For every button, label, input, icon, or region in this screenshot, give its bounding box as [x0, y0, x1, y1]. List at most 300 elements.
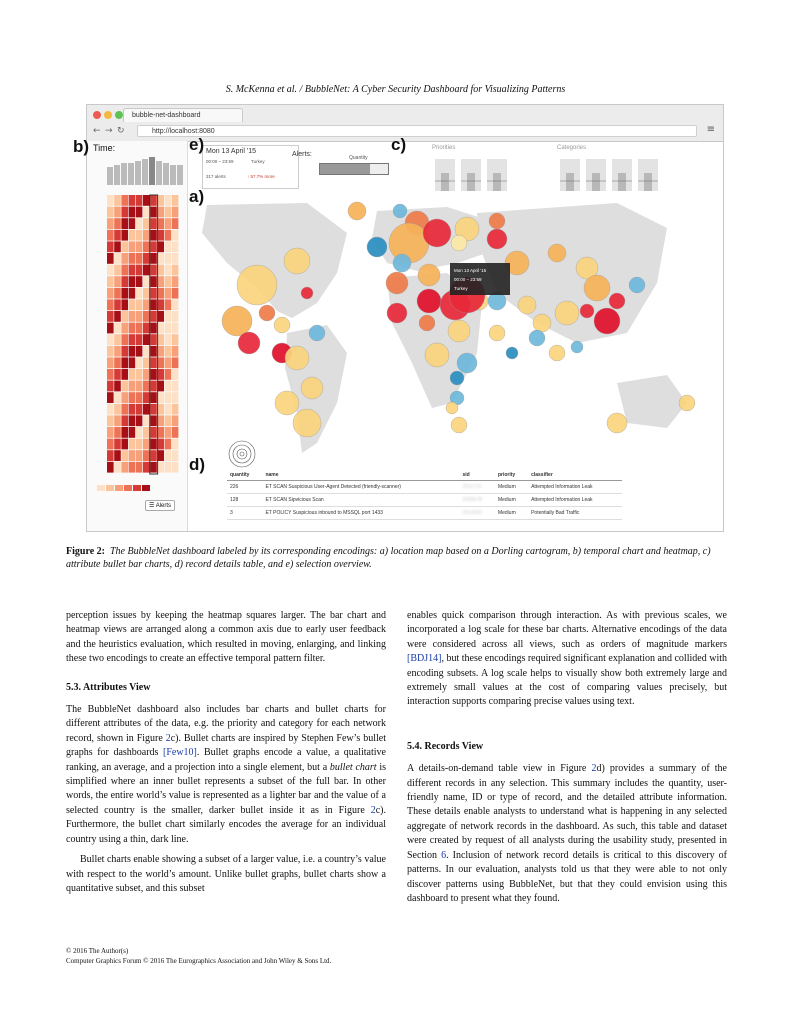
tooltip-date: Mon 13 April '15: [454, 268, 487, 273]
panel-label-e: e): [189, 135, 205, 154]
heatmap-cell: [143, 265, 150, 276]
heatmap-cell: [172, 404, 179, 415]
heatmap-cell: [129, 462, 136, 473]
page-footer: [66, 946, 331, 966]
heatmap-cell: [157, 230, 164, 241]
heatmap-cell: [114, 415, 121, 426]
country-bubble: [609, 293, 625, 309]
close-window-icon[interactable]: [93, 111, 101, 119]
heatmap-cell: [121, 357, 128, 368]
heatmap-cell: [157, 392, 164, 403]
temporal-bar: [107, 167, 113, 185]
heatmap-cell: [136, 427, 143, 438]
text-run: . Inclusion of network record details is critical to this discovery of patterns. In our evaluation, analysts told us that they were able to not only discover patterns using BubbleNet, but that they could envision using this dashboard to present what they found.: [407, 849, 727, 904]
heatmap-cell: [114, 439, 121, 450]
cell-name: ET POLICY Suspicious inbound to MSSQL port 1433: [262, 507, 459, 520]
country-bubble: [423, 219, 451, 247]
running-head: S. McKenna et al. / BubbleNet: A Cyber Security Dashboard for Visualizing Patterns: [225, 84, 566, 95]
cell-quantity: 226: [227, 481, 262, 494]
alerts-button-label: Alerts: [155, 503, 172, 509]
heatmap-cell: [143, 207, 150, 218]
heatmap-cell: [114, 253, 121, 264]
time-title: Time:: [93, 143, 116, 153]
caption-label: Figure 2:: [66, 546, 105, 557]
heatmap-cell: [136, 334, 143, 345]
heatmap-cell: [143, 427, 150, 438]
temporal-bar: [142, 159, 148, 185]
heatmap-cell: [121, 299, 128, 310]
heatmap-cell: [121, 265, 128, 276]
paragraph: [66, 703, 386, 847]
temporal-bar: [121, 163, 127, 185]
heatmap-cell: [143, 357, 150, 368]
heatmap-cell: [157, 415, 164, 426]
figure-2-screenshot: [73, 104, 724, 532]
cell-priority: Medium: [495, 481, 528, 494]
bullet-inner: [618, 173, 626, 191]
maximize-window-icon[interactable]: [115, 111, 123, 119]
heatmap-cell: [157, 450, 164, 461]
heatmap-cell: [121, 415, 128, 426]
cell-classifier: Attempted Information Leak: [528, 494, 622, 507]
heatmap-cell: [121, 276, 128, 287]
heatmap-cell: [114, 218, 121, 229]
heatmap-cell: [157, 253, 164, 264]
heatmap-cell: [136, 369, 143, 380]
country-bubble: [417, 289, 441, 313]
heatmap-cell: [172, 299, 179, 310]
heatmap-cell: [157, 218, 164, 229]
heatmap-cell: [136, 195, 143, 206]
country-bubble: [348, 202, 366, 220]
heatmap-cell: [165, 381, 172, 392]
browser-tab[interactable]: bubble-net-dashboard: [123, 108, 243, 122]
heatmap-cell: [107, 427, 114, 438]
heatmap-cell: [129, 450, 136, 461]
country-bubble: [301, 287, 313, 299]
heatmap-cell: [157, 439, 164, 450]
forward-arrow-icon[interactable]: →: [105, 126, 113, 136]
heatmap-cell: [143, 218, 150, 229]
bullet-inner: [566, 173, 574, 191]
reload-icon[interactable]: ↻: [117, 126, 125, 136]
address-bar[interactable]: http://localhost:8080: [137, 125, 697, 137]
country-bubble: [301, 377, 323, 399]
right-column: [407, 609, 727, 906]
cell-priority: Medium: [495, 507, 528, 520]
heatmap-cell: [157, 311, 164, 322]
heatmap-cell: [129, 439, 136, 450]
heatmap-cell: [129, 404, 136, 415]
heatmap-cell: [107, 381, 114, 392]
heatmap-cell: [129, 288, 136, 299]
heatmap-cell: [172, 381, 179, 392]
heatmap-cell: [129, 334, 136, 345]
heatmap-cell: [114, 450, 121, 461]
heatmap-cell: [150, 276, 157, 287]
heatmap-cell: [157, 207, 164, 218]
heatmap-cell: [136, 265, 143, 276]
records-table: [227, 470, 622, 530]
heatmap-cell: [114, 207, 121, 218]
heatmap-cell: [157, 265, 164, 276]
bullet-inner: [441, 173, 449, 191]
heatmap-cell: [114, 381, 121, 392]
table-row[interactable]: [227, 507, 622, 520]
country-bubble: [387, 303, 407, 323]
heatmap-cell: [165, 369, 172, 380]
table-row[interactable]: [227, 481, 622, 494]
heatmap-cell: [165, 207, 172, 218]
heatmap-cell: [165, 357, 172, 368]
country-bubble: [629, 277, 645, 293]
heatmap-cell: [107, 311, 114, 322]
country-bubble: [309, 325, 325, 341]
country-bubble: [451, 235, 467, 251]
heatmap-cell: [172, 276, 179, 287]
section-link[interactable]: 6: [441, 849, 447, 861]
country-bubble: [457, 353, 477, 373]
heatmap-cell: [157, 346, 164, 357]
heatmap-cell: [107, 323, 114, 334]
heatmap-cell: [129, 276, 136, 287]
heatmap-cell: [129, 323, 136, 334]
heatmap-cell: [136, 288, 143, 299]
heatmap-cell: [143, 253, 150, 264]
country-bubble: [222, 306, 252, 336]
cartogram-map[interactable]: [197, 193, 707, 473]
heatmap-cell: [121, 253, 128, 264]
heatmap-cell: [172, 450, 179, 461]
heatmap-cell: [107, 253, 114, 264]
tooltip-country: Turkey: [454, 286, 468, 291]
heatmap-cell: [150, 230, 157, 241]
figure-caption: [66, 545, 726, 571]
heatmap-cell: [121, 218, 128, 229]
heatmap-cell: [172, 253, 179, 264]
minimize-window-icon[interactable]: [104, 111, 112, 119]
list-icon: ☰: [149, 503, 156, 509]
heatmap-cell: [150, 415, 157, 426]
heatmap-cell: [172, 207, 179, 218]
heatmap-cell: [121, 462, 128, 473]
heatmap-cell: [172, 462, 179, 473]
heatmap-cell: [121, 311, 128, 322]
country-bubble: [448, 320, 470, 342]
heatmap-cell: [150, 265, 157, 276]
heatmap-cell: [165, 323, 172, 334]
paragraph: [407, 609, 727, 710]
heatmap-cell: [121, 288, 128, 299]
heatmap-cell: [150, 323, 157, 334]
heatmap-cell: [143, 392, 150, 403]
country-bubble: [389, 223, 429, 263]
col-priority[interactable]: priority: [495, 470, 528, 481]
temporal-bar: [163, 163, 169, 185]
alerts-button[interactable]: [145, 500, 175, 511]
heatmap-cell: [107, 230, 114, 241]
temporal-bar: [156, 161, 162, 185]
country-bubble: [555, 301, 579, 325]
heatmap-cell: [121, 404, 128, 415]
menu-icon[interactable]: ≡: [706, 124, 715, 135]
cell-sid: 2011716: [460, 481, 495, 494]
heatmap-cell: [172, 369, 179, 380]
heatmap-cell: [143, 241, 150, 252]
heatmap-cell: [114, 404, 121, 415]
heatmap-cell: [107, 450, 114, 461]
country-bubble: [238, 332, 260, 354]
heatmap-cell: [165, 404, 172, 415]
heatmap-cell: [172, 439, 179, 450]
quantity-slider[interactable]: [319, 163, 389, 175]
temporal-bar: [149, 157, 155, 185]
heatmap-cell: [107, 334, 114, 345]
heatmap-cell: [172, 323, 179, 334]
heatmap-cell: [114, 276, 121, 287]
heatmap-cell: [150, 207, 157, 218]
country-bubble: [679, 395, 695, 411]
country-bubble: [418, 264, 440, 286]
heatmap-cell: [165, 288, 172, 299]
heatmap-cell: [157, 404, 164, 415]
heatmap-cell: [150, 218, 157, 229]
caption-text: The BubbleNet dashboard labeled by its corresponding encodings: a) location map based on a Dorling cartogram, b) temporal chart and heatmap, c) attribute bullet bar charts, d) record details table, and e) selection overview.: [66, 546, 711, 570]
heatmap-cell: [157, 299, 164, 310]
text-run: , but these encodings required significant explanation and collided with encoding subsets. A log scale helps to visually show both extremely large and extremely small values at the cost of comparing values precisely, but interaction supports comparing precise values using text.: [407, 653, 727, 708]
temporal-panel: [87, 141, 188, 531]
heatmap-cell: [157, 276, 164, 287]
heatmap-cell: [165, 253, 172, 264]
country-bubble: [393, 254, 411, 272]
heatmap-cell: [157, 323, 164, 334]
heatmap-cell: [172, 346, 179, 357]
heatmap-cell: [143, 195, 150, 206]
selection-increase: ↑ 57.7% more: [247, 174, 275, 179]
col-quantity[interactable]: quantity: [227, 470, 262, 481]
heatmap-cell: [129, 265, 136, 276]
heatmap-cell: [150, 357, 157, 368]
table-row[interactable]: [227, 494, 622, 507]
country-bubble: [580, 304, 594, 318]
heatmap-cell: [107, 265, 114, 276]
categories-title: Categories: [557, 145, 587, 151]
bullet-inner: [467, 173, 475, 191]
heatmap-cell: [150, 450, 157, 461]
heatmap-cell: [172, 288, 179, 299]
quantity-label: Quantity: [349, 155, 368, 161]
country-bubble: [275, 391, 299, 415]
heatmap-cell: [165, 334, 172, 345]
country-bubble: [607, 413, 627, 433]
heatmap-cell: [165, 311, 172, 322]
country-bubble: [533, 314, 551, 332]
panel-label-c: c): [391, 135, 407, 154]
heatmap-cell: [107, 276, 114, 287]
cell-priority: Medium: [495, 494, 528, 507]
selection-alert-count: 317 alerts: [206, 174, 226, 179]
citation-link[interactable]: [BDJ14]: [407, 653, 442, 665]
map-tooltip: [450, 263, 510, 295]
heatmap-cell: [165, 392, 172, 403]
heatmap-cell: [114, 265, 121, 276]
heatmap-cell: [129, 357, 136, 368]
figure-link[interactable]: 2: [370, 804, 376, 816]
heatmap-cell: [129, 427, 136, 438]
heatmap-cell: [129, 415, 136, 426]
heatmap-cell: [143, 404, 150, 415]
selection-date: Mon 13 April '15: [206, 148, 256, 155]
back-arrow-icon[interactable]: ←: [93, 126, 101, 136]
heatmap-cell: [165, 241, 172, 252]
text-run: . Bullet graphs encode a value, a qualitative ranking, an average, and a projection into a single element, but a: [66, 747, 386, 773]
country-bubble: [393, 204, 407, 218]
figure-link[interactable]: 2: [591, 763, 597, 775]
heatmap-cell: [157, 369, 164, 380]
col-classifier[interactable]: classifier: [528, 470, 622, 481]
heatmap-cell: [107, 299, 114, 310]
heatmap-cell: [136, 392, 143, 403]
heatmap-cell: [143, 462, 150, 473]
heatmap-cell: [136, 311, 143, 322]
heatmap-cell: [143, 334, 150, 345]
heatmap-cell: [165, 462, 172, 473]
heatmap-cell: [150, 311, 157, 322]
heatmap-cell: [172, 195, 179, 206]
heatmap-cell: [165, 439, 172, 450]
heatmap-cell: [121, 241, 128, 252]
heatmap-cell: [150, 299, 157, 310]
left-column: [66, 609, 386, 896]
heatmap-cell: [165, 276, 172, 287]
country-bubble: [571, 341, 583, 353]
heatmap-cell: [129, 392, 136, 403]
heatmap-cell: [136, 415, 143, 426]
temporal-bar: [135, 161, 141, 185]
heatmap-cell: [136, 357, 143, 368]
heatmap-cell: [172, 392, 179, 403]
temporal-bar: [170, 165, 176, 185]
heatmap-cell: [143, 450, 150, 461]
heatmap-cell: [136, 299, 143, 310]
heatmap-cell: [165, 299, 172, 310]
heatmap-cell: [129, 195, 136, 206]
heatmap-cell: [143, 230, 150, 241]
heatmap-cell: [114, 334, 121, 345]
heatmap-cell: [107, 369, 114, 380]
heatmap-cell: [136, 439, 143, 450]
heatmap-cell: [143, 346, 150, 357]
cell-sid: 2008578: [460, 494, 495, 507]
heatmap-cell: [107, 346, 114, 357]
country-bubble: [237, 265, 277, 305]
heatmap-cell: [129, 241, 136, 252]
heatmap-cell: [150, 334, 157, 345]
country-bubble: [425, 343, 449, 367]
heatmap-cell: [114, 241, 121, 252]
heatmap-cell: [136, 276, 143, 287]
heatmap-cell: [172, 265, 179, 276]
heatmap-cell: [107, 404, 114, 415]
heatmap-cell: [114, 288, 121, 299]
heatmap-cell: [107, 195, 114, 206]
heatmap-cell: [136, 323, 143, 334]
heatmap-cell: [150, 392, 157, 403]
bullet-inner: [644, 173, 652, 191]
selection-overview: [202, 145, 299, 189]
temporal-bar: [128, 163, 134, 185]
heatmap-cell: [107, 207, 114, 218]
country-bubble: [489, 213, 505, 229]
country-bubble: [367, 237, 387, 257]
priorities-bullet-chart[interactable]: [427, 153, 537, 197]
heatmap-cell: [150, 439, 157, 450]
journal-line: Computer Graphics Forum © 2016 The Eurographics Association and John Wiley & Sons Ltd.: [66, 957, 332, 965]
heatmap-cell: [136, 253, 143, 264]
heatmap-cell: [150, 241, 157, 252]
heatmap-cell: [165, 218, 172, 229]
temporal-bar-chart[interactable]: [87, 155, 187, 185]
country-bubble: [293, 409, 321, 437]
heatmap-cell: [136, 381, 143, 392]
heatmap-cell: [172, 218, 179, 229]
paragraph: [407, 762, 727, 906]
heatmap-cell: [165, 415, 172, 426]
heatmap-cell: [121, 346, 128, 357]
col-name[interactable]: name: [262, 470, 459, 481]
paragraph: perception issues by keeping the heatmap squares larger. The bar chart and heatmap views are arranged along a common axis due to early user feedback and the heuristics evaluation, which resulted in moving, enlarging, and linking these two encodings to create an effective temporal pattern filter.: [66, 610, 386, 665]
selection-country: Turkey: [251, 159, 265, 164]
country-bubble: [386, 272, 408, 294]
bullet-inner: [493, 173, 501, 191]
col-sid[interactable]: sid: [460, 470, 495, 481]
heatmap-cell: [121, 427, 128, 438]
country-bubble: [506, 347, 518, 359]
selection-time-range: 00:00 – 23:59: [206, 159, 234, 164]
alerts-label: Alerts:: [292, 151, 312, 158]
heatmap-cell: [114, 357, 121, 368]
text-run: enables quick comparison through interaction. As with previous scales, we incorporated a log scale for these bar charts. Alternative encodings of the data were considered across all views, such as orders of magnitude markers: [407, 610, 727, 650]
text-run: d) provides a summary of the different records in any selection. This summary includes the quantity, user-friendly name, ID or type of record, and the detailed attribute information. These details enable analysts to understand what is happening in any selected aggregate of network records in the dashboard. As such, this table and dataset were created by request of all analysts during the usability study, presented in Section: [407, 763, 727, 861]
cell-classifier: Attempted Information Leak: [528, 481, 622, 494]
heatmap-cell: [107, 462, 114, 473]
heatmap-cell: [129, 230, 136, 241]
text-run: A details-on-demand table view in Figure: [407, 763, 592, 775]
heatmap-cell: [157, 462, 164, 473]
heatmap-cell: [172, 357, 179, 368]
country-bubble: [487, 229, 507, 249]
citation-link[interactable]: [Few10]: [163, 747, 197, 759]
heatmap-cell: [114, 427, 121, 438]
heatmap-cell: [107, 288, 114, 299]
heatmap-cell: [150, 369, 157, 380]
heatmap-cell: [150, 288, 157, 299]
heatmap-cell: [129, 207, 136, 218]
heatmap-cell: [143, 299, 150, 310]
figure-link[interactable]: 2: [165, 732, 171, 744]
categories-bullet-chart[interactable]: [552, 153, 672, 197]
paragraph: Bullet charts enable showing a subset of a larger value, i.e. a country’s value with respect to the world’s amount. Unlike bullet graphs, bullet charts show a quantitative subset, and this subset: [66, 854, 386, 894]
heatmap-cell: [129, 381, 136, 392]
heatmap-cell: [150, 346, 157, 357]
heatmap-cell: [129, 299, 136, 310]
heatmap-cell: [129, 253, 136, 264]
heatmap-cell: [143, 415, 150, 426]
country-bubble: [450, 371, 464, 385]
temporal-heatmap[interactable]: [87, 195, 187, 477]
heatmap-cell: [150, 462, 157, 473]
country-bubble: [549, 345, 565, 361]
